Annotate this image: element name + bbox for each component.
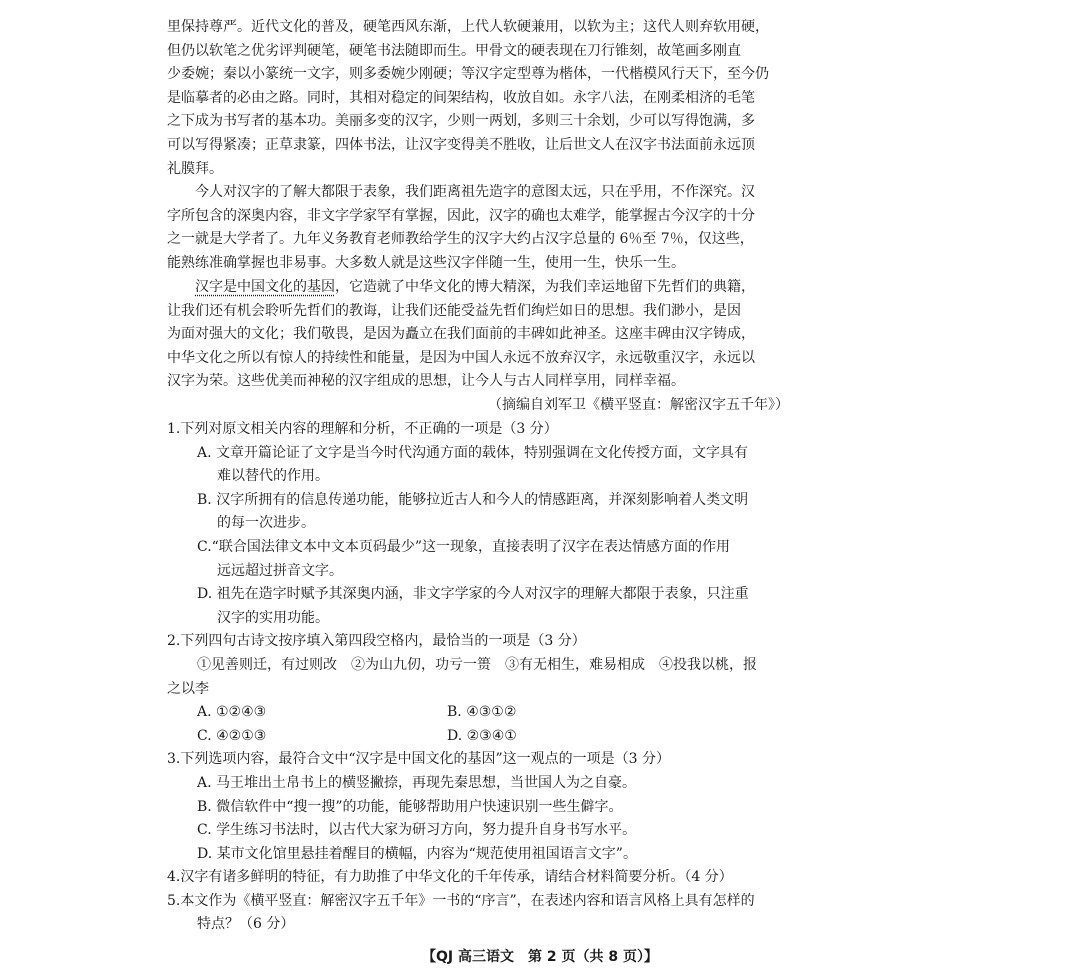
- q2-options-row-2: [167, 725, 789, 749]
- text-line: 字所包含的深奥内容，非文字学家罕有掌握，因此，汉字的确也太难学，能掌握古今汉字的十分: [167, 207, 755, 224]
- q3-option-d: D. 某市文化馆里悬挂着醒目的横幅，内容为“规范使用祖国语言文字”。: [197, 845, 637, 862]
- text-line: 之下成为书写者的基本功。美丽多变的汉字，少则一两划，多则三十余划，少可以写得饱满，多: [167, 113, 755, 130]
- q2-items: ①见善则迁，有过则改 ②为山九仞，功亏一篑 ③有无相生，难易相成 ④投我以桃，报: [197, 656, 757, 673]
- q3-option-b: B. 微信软件中“搜一搜”的功能，能够帮助用户快速识别一些生僻字。: [197, 798, 623, 815]
- emphasis-dotted-text: 汉字是中国文化的基因: [195, 279, 335, 295]
- q1-option-d-cont: 汉字的实用功能。: [217, 609, 329, 626]
- text-line: 少委婉；秦以小篆统一文字，则多委婉少刚硬；等汉字定型尊为楷体，一代楷模风行天下，至今仍: [167, 66, 769, 83]
- text-line: 可以写得紧凑；正草隶篆，四体书法，让汉字变得美不胜收，让后世文人在汉字书法面前永远顶: [167, 136, 755, 153]
- q3-option-c: C. 学生练习书法时，以古代大家为研习方向，努力提升自身书写水平。: [197, 822, 637, 839]
- text-line: 中华文化之所以有惊人的持续性和能量，是因为中国人永远不放弃汉字，永远敬重汉字，永远以: [167, 349, 755, 366]
- q1-option-c-cont: 远远超过拼音文字。: [217, 562, 343, 579]
- passage-paragraph-2: [167, 181, 789, 275]
- q2-option-b: B. ④③①②: [447, 704, 517, 721]
- source-citation: （摘编自刘军卫《横平竖直：解密汉字五千年》）: [488, 396, 789, 413]
- q1-option-b: B. 汉字所拥有的信息传递功能，能够拉近古人和今人的情感距离，并深刻影响着人类文明: [197, 491, 749, 508]
- question-1-stem: 1.下列对原文相关内容的理解和分析，不正确的一项是（3 分）: [167, 421, 558, 437]
- q1-option-a: A. 文章开篇论证了文字是当今时代沟通方面的载体，特别强调在文化传授方面，文字具有: [197, 444, 749, 461]
- q2-options-row-1: [167, 701, 789, 725]
- text-line: 礼膜拜。: [167, 160, 223, 177]
- q1-option-c: C.“联合国法律文本中文本页码最少”这一现象，直接表明了汉字在表达情感方面的作用: [197, 538, 730, 555]
- text-line: 汉字为荣。这些优美而神秘的汉字组成的思想，让今人与古人同样享用，同样幸福。: [167, 373, 685, 390]
- text-span: ，它造就了中华文化的博大精深，为我们幸运地留下先哲们的典籍，: [335, 279, 755, 295]
- page-footer: 【QJ 高三语文 第 2 页（共 8 页）】: [422, 949, 658, 965]
- text-line: 让我们还有机会聆听先哲们的教诲，让我们还能受益先哲们绚烂如日的思想。我们渺小，是因: [167, 302, 741, 319]
- text-line: 但仍以软笔之优劣评判硬笔，硬笔书法随即而生。甲骨文的硬表现在刀行锥刻，故笔画多刚直: [167, 42, 741, 59]
- text-line: 能熟练准确掌握也非易事。大多数人就是这些汉字伴随一生，使用一生，快乐一生。: [167, 254, 685, 271]
- q1-option-b-cont: 的每一次进步。: [217, 515, 315, 532]
- passage-paragraph-3: [167, 276, 789, 418]
- question-4-stem: 4.汉字有诸多鲜明的特征，有力助推了中华文化的千年传承，请结合材料简要分析。（4 分）: [167, 869, 733, 886]
- q2-option-c: C. ④②①③: [197, 727, 267, 744]
- q2-option-d: D. ②③④①: [447, 727, 517, 744]
- q3-option-a: A. 马王堆出土帛书上的横竖撇捺，再现先秦思想，当世国人为之自豪。: [197, 774, 637, 791]
- text-line: [167, 276, 789, 300]
- text-line: 为面对强大的文化；我们敬畏，是因为矗立在我们面前的丰碑如此神圣。这座丰碑由汉字铸成，: [167, 326, 755, 343]
- q1-option-a-cont: 难以替代的作用。: [217, 468, 329, 485]
- question-2-stem: 2.下列四句古诗文按序填入第四段空格内，最恰当的一项是（3 分）: [167, 633, 586, 650]
- question-3-stem: 3.下列选项内容，最符合文中“汉字是中国文化的基因”这一观点的一项是（3 分）: [167, 751, 671, 768]
- question-5-stem: 5.本文作为《横平竖直：解密汉字五千年》一书的“序言”，在表述内容和语言风格上具有怎样的: [167, 892, 755, 909]
- text-line: 里保持尊严。近代文化的普及，硬笔西风东渐，上代人软硬兼用，以软为主；这代人则弃软用硬，: [167, 19, 769, 35]
- text-line: 之一就是大学者了。九年义务教育老师教给学生的汉字大约占汉字总量的 6％至 7％，仅这些，: [167, 231, 754, 248]
- question-5-stem-cont: 特点？（6 分）: [197, 916, 295, 933]
- questions-section: [167, 418, 789, 937]
- text-line: 今人对汉字的了解大都限于表象，我们距离祖先造字的意图太远，只在乎用，不作深究。汉: [195, 184, 755, 200]
- passage-paragraph-1: [167, 16, 789, 181]
- q2-option-a: A. ①②④③: [197, 704, 267, 721]
- q2-items-cont: 之以李: [167, 680, 209, 697]
- q1-option-d: D. 祖先在造字时赋予其深奥内涵，非文字学家的今人对汉字的理解大都限于表象，只注重: [197, 586, 749, 603]
- text-line: 是临摹者的必由之路。同时，其相对稳定的间架结构，收放自如。永字八法，在刚柔相济的毛笔: [167, 89, 755, 106]
